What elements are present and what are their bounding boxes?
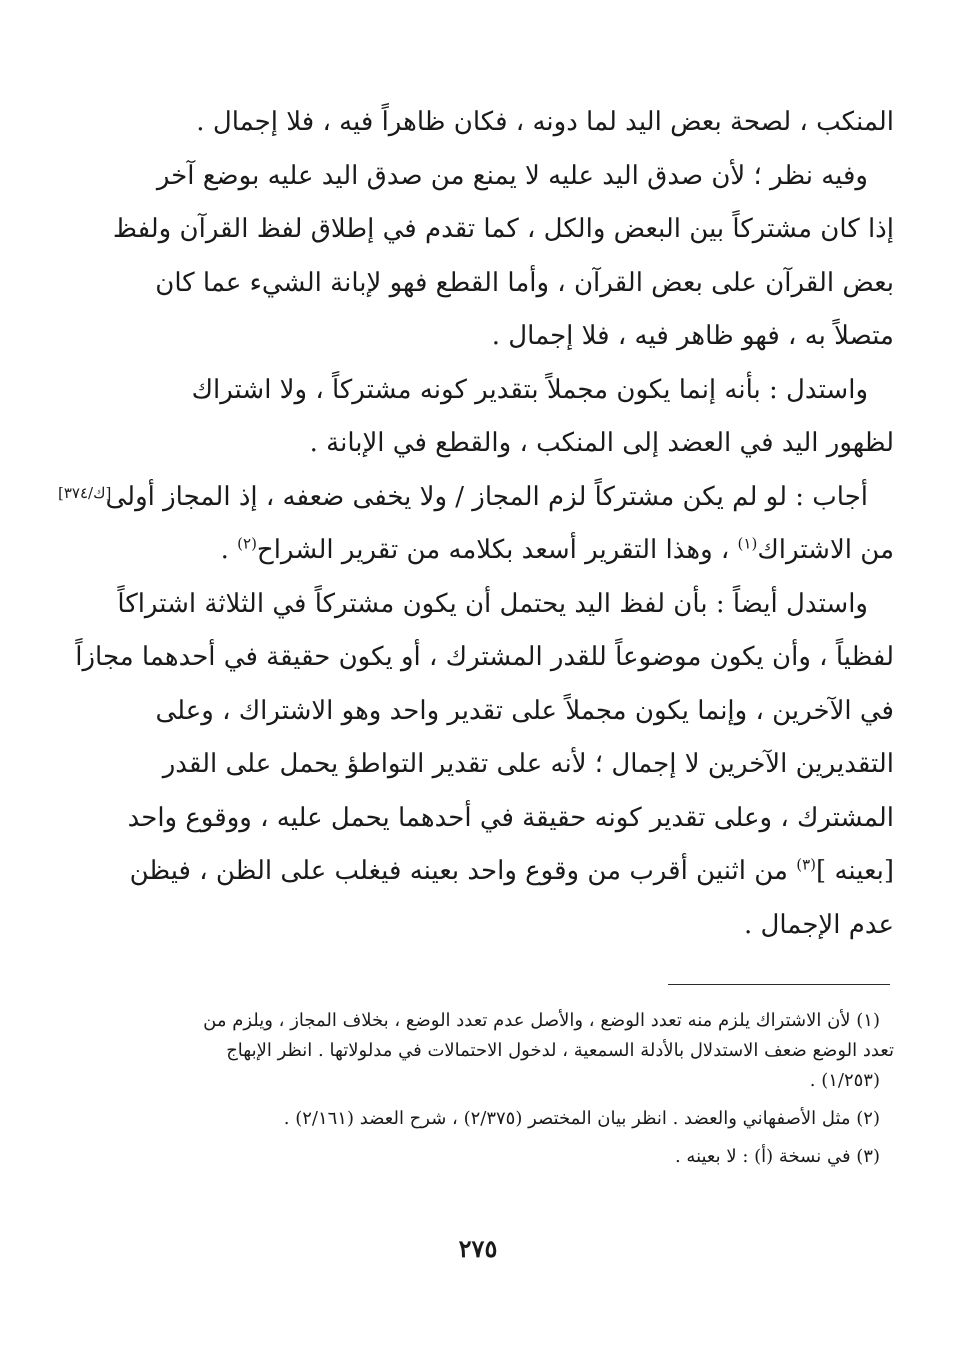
- text-line: المشترك ، وعلى تقدير كونه حقيقة في أحدهما يحمل عليه ، ووقوع واحد: [127, 802, 894, 833]
- footnote-1-end: (١/٢٥٣) .: [809, 1070, 880, 1091]
- text-line: واستدل أيضاً : بأن لفظ اليد يحتمل أن يكون مشتركاً في الثلاثة اشتراكاً: [117, 588, 868, 619]
- footnote-3: (٣) في نسخة (أ) : لا بعينه .: [674, 1146, 880, 1167]
- text-fragment: [بعينه ]: [816, 856, 894, 886]
- footnote-2: (٢) مثل الأصفهاني والعضد . انظر بيان المختصر (٢/٣٧٥) ، شرح العضد (٢/١٦١) .: [283, 1108, 880, 1129]
- text-line: لظهور اليد في العضد إلى المنكب ، والقطع في الإبانة .: [309, 428, 894, 458]
- text-line: المنكب ، لصحة بعض اليد لما دونه ، فكان ظاهراً فيه ، فلا إجمال .: [196, 107, 894, 137]
- text-fragment: ، وهذا التقرير أسعد بكلامه من تقرير الشراح: [256, 535, 730, 565]
- text-line: متصلاً به ، فهو ظاهر فيه ، فلا إجمال .: [491, 321, 894, 351]
- footnote-ref-2: (٢): [237, 534, 257, 553]
- footnote-1: (١) لأن الاشتراك يلزم منه تعدد الوضع ، والأصل عدم تعدد الوضع ، بخلاف المجاز ، ويلزم من: [203, 1010, 880, 1031]
- page-number: ٢٧٥: [458, 1234, 498, 1263]
- footnote-1-cont: تعدد الوضع ضعف الاستدلال بالأدلة السمعية ، لدخول الاحتمالات في مدلولاتها . انظر الإبهاج: [226, 1040, 894, 1061]
- text-fragment: من اثنين أقرب من وقوع واحد بعينه فيغلب على الظن ، فيظن: [129, 856, 788, 886]
- text-fragment: من الاشتراك: [757, 535, 894, 565]
- manuscript-folio-marker: [ك/٣٧٤]: [58, 484, 112, 502]
- text-line: إذا كان مشتركاً بين البعض والكل ، كما تقدم في إطلاق لفظ القرآن ولفظ: [112, 214, 894, 244]
- text-line: [129, 845, 894, 899]
- footnote-ref-1: (١): [737, 534, 758, 553]
- text-line: عدم الإجمال .: [743, 909, 894, 940]
- text-line: وفيه نظر ؛ لأن صدق اليد عليه لا يمنع من صدق اليد عليه بوضع آخر: [156, 160, 868, 191]
- text-line: واستدل : بأنه إنما يكون مجملاً بتقدير كونه مشتركاً ، ولا اشتراك: [191, 374, 868, 405]
- text-line: بعض القرآن على بعض القرآن ، وأما القطع فهو لإبانة الشيء عما كان: [155, 267, 894, 298]
- text-line: التقديرين الآخرين لا إجمال ؛ لأنه على تقدير التواطؤ يحمل على القدر: [162, 749, 894, 779]
- text-line: [140, 524, 894, 578]
- text-line: لفظياً ، وأن يكون موضوعاً للقدر المشترك ، أو يكون حقيقة في أحدهما مجازاً: [75, 642, 894, 672]
- text-line: أجاب : لو لم يكن مشتركاً لزم المجاز / ولا يخفى ضعفه ، إذ المجاز أولى: [105, 481, 868, 512]
- footnotes: [140, 1006, 894, 1180]
- footnote-divider: [668, 984, 890, 985]
- text-fragment: .: [220, 535, 229, 565]
- footnote-ref-3: (٣): [796, 855, 817, 874]
- text-line: في الآخرين ، وإنما يكون مجملاً على تقدير واحد وهو الاشتراك ، وعلى: [155, 695, 894, 726]
